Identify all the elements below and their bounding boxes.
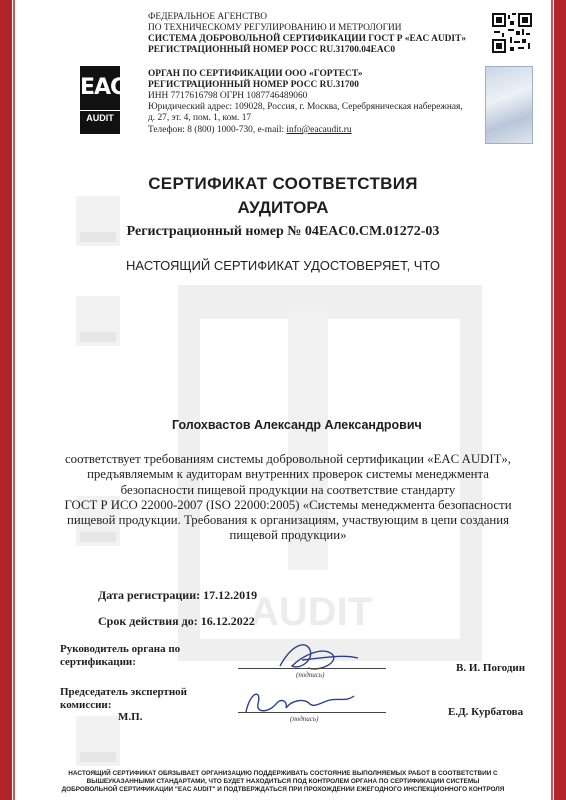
body-line: соответствует требованиям системы добровольной сертификации «EAC AUDIT»,	[65, 452, 511, 466]
head-signature-line	[238, 668, 386, 669]
seal-mark: М.П.	[118, 711, 143, 723]
qr-code	[492, 13, 532, 53]
auditor-name: Голохвастов Александр Александрович	[172, 418, 422, 432]
email-link[interactable]: info@eacaudit.ru	[286, 125, 352, 135]
hologram-sticker	[485, 66, 533, 144]
header-address-2: д. 27, эт. 4, пом. 1, ком. 17	[148, 113, 252, 123]
registration-number: Регистрационный номер № 04EAC0.CM.01272-03	[126, 224, 440, 239]
header-org: ОРГАН ПО СЕРТИФИКАЦИИ ООО «ГОРТЕСТ»	[148, 69, 363, 79]
chair-label-line: Председатель экспертной	[60, 686, 188, 698]
head-label-line: Руководитель органа по	[60, 643, 181, 655]
eac-audit-logo	[80, 66, 126, 134]
head-signature-caption: (подпись)	[296, 671, 325, 679]
valid-until-date: Срок действия до: 16.12.2022	[98, 614, 255, 628]
footer-line: ДОБРОВОЛЬНОЙ СЕРТИФИКАЦИИ "EAC AUDIT" И ПОДТВЕРЖДАТЬСЯ ПРИ ПРОХОЖДЕНИИ ЕЖЕГОДНОГО ИНСПЕКЦИОННОГО КОНТРОЛЯ	[61, 786, 505, 793]
head-label-line: сертификации:	[60, 656, 136, 668]
body-line: безопасности пищевой продукции на соответствие стандарту	[120, 482, 456, 497]
left-border-line	[13, 0, 15, 800]
head-name: В. И. Погодин	[456, 662, 526, 674]
side-watermark-logo	[76, 296, 120, 346]
certificate-body	[40, 452, 536, 544]
header-phone: Телефон: 8 (800) 1000-730, e-mail:	[148, 125, 287, 135]
footer-notice	[60, 770, 506, 794]
header-agency: ФЕДЕРАЛЬНОЕ АГЕНСТВО	[148, 12, 268, 22]
header-agency-2: ПО ТЕХНИЧЕСКОМУ РЕГУЛИРОВАНИЮ И МЕТРОЛОГИИ	[148, 23, 402, 33]
logo-word: AUDIT	[80, 110, 120, 125]
side-watermark-logo	[76, 716, 120, 766]
right-red-border	[554, 0, 566, 800]
header-system-reg: РЕГИСТРАЦИОННЫЙ НОМЕР РОСС RU.31700.04EAC0	[148, 45, 396, 55]
body-line: пищевой продукции. Требования к организациям, участвующим в цепи создания	[67, 513, 509, 528]
body-line: ГОСТ Р ИСО 22000-2007 (ISO 22000:2005) «Системы менеджмента безопасности	[64, 497, 512, 512]
chair-label	[60, 686, 187, 712]
header-address: Юридический адрес: 109028, Россия, г. Москва, Серебряническая набережная,	[148, 102, 463, 112]
head-label	[60, 643, 180, 669]
chair-name: Е.Д. Курбатова	[448, 706, 524, 718]
body-line: пищевой продукции»	[229, 528, 347, 543]
header-system: СИСТЕМА ДОБРОВОЛЬНОЙ СЕРТИФИКАЦИИ ГОСТ Р «EAC AUDIT»	[148, 34, 467, 44]
header-org-reg: РЕГИСТРАЦИОННЫЙ НОМЕР РОСС RU.31700	[148, 80, 359, 90]
left-red-border	[0, 0, 12, 800]
certificate-subtitle: АУДИТОРА	[237, 198, 329, 217]
chair-label-line: комиссии:	[60, 699, 112, 711]
logo-mark: EAC	[80, 75, 126, 100]
footer-line: ВЫШЕУКАЗАННЫМИ СТАНДАРТАМИ, ЧТО БУДЕТ НАХОДИТЬСЯ ПОД КОНТРОЛЕМ ОРГАНА ПО СЕРТИФИКАЦИИ СИСТЕМЫ	[86, 778, 480, 785]
chair-signature-caption: (подпись)	[290, 715, 319, 723]
right-border-line	[551, 0, 553, 800]
footer-line: НАСТОЯЩИЙ СЕРТИФИКАТ ОБЯЗЫВАЕТ ОРГАНИЗАЦИЮ ПОДДЕРЖИВАТЬ СОСТОЯНИЕ ВЫПОЛНЯЕМЫХ РАБОТ В СООТВЕТСТВИИ С	[68, 770, 498, 777]
header-inn: ИНН 7717616798 ОГРН 1087746489060	[148, 91, 308, 101]
watermark-logo-text: AUDIT	[250, 590, 373, 634]
header-contacts	[148, 125, 352, 136]
chair-signature-line	[238, 712, 386, 713]
body-line: предъявляемым к аудиторам внутренних проверок системы менеджмента	[87, 467, 489, 482]
certificate-title: СЕРТИФИКАТ СООТВЕТСТВИЯ	[148, 174, 418, 193]
certifies-statement: НАСТОЯЩИЙ СЕРТИФИКАТ УДОСТОВЕРЯЕТ, ЧТО	[126, 258, 440, 273]
registration-date: Дата регистрации: 17.12.2019	[98, 588, 258, 602]
